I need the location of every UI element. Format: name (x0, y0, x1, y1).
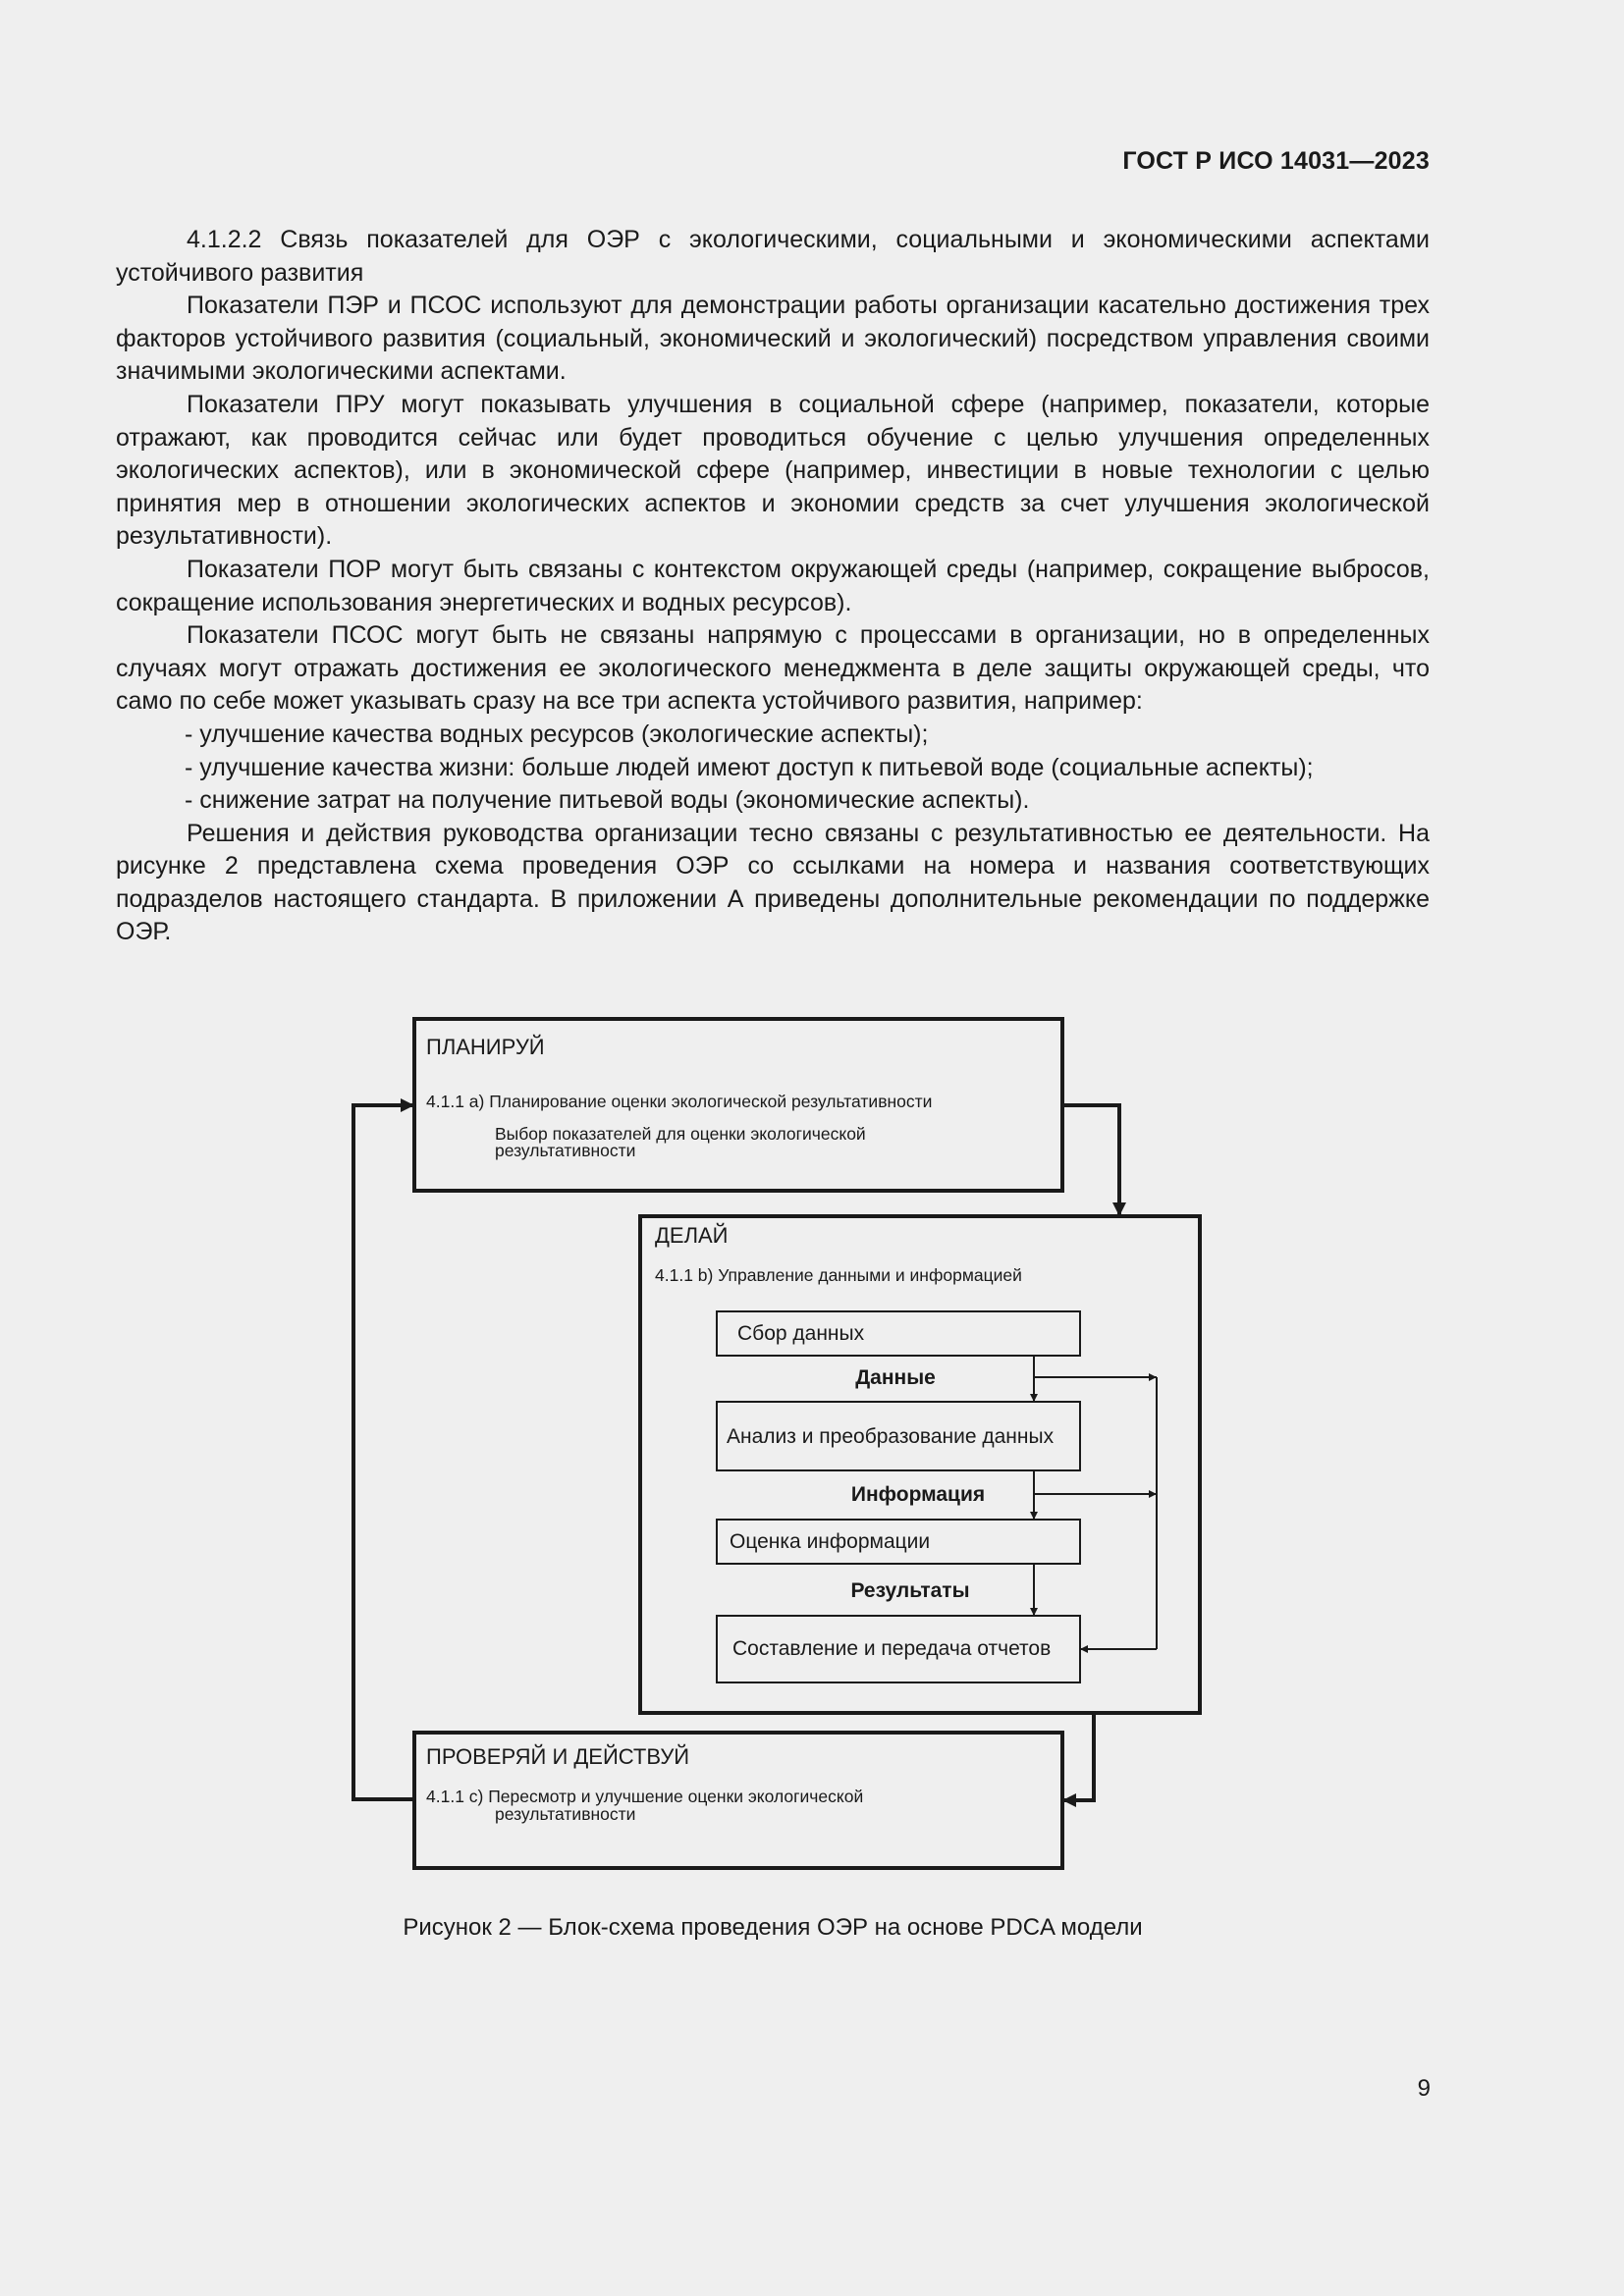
do-subtitle: 4.1.1 b) Управление данными и информацией (655, 1265, 1022, 1285)
plan-title: ПЛАНИРУЙ (426, 1035, 545, 1059)
paragraph: Показатели ПРУ могут показывать улучшения в социальной сфере (например, показатели, которые отражают, как проводится сейчас или будет проводиться обучение с целью улучшения определенных экологических аспектов), или в экономической сфере (например, инвестиции в новые технологии с целью принятия мер в отношении экологических аспектов и экономии средств за счет улучшения экологической результативности). (116, 390, 1430, 551)
page-number: 9 (1417, 2075, 1431, 2102)
list-item: - снижение затрат на получение питьевой воды (экономические аспекты). (185, 786, 1030, 815)
check-act-line1: 4.1.1 с) Пересмотр и улучшение оценки экологической (426, 1787, 864, 1806)
label-results: Результаты (850, 1579, 970, 1602)
paragraph: Показатели ПОР могут быть связаны с контекстом окружающей среды (например, сокращение выбросов, сокращение использования энергетических и водных ресурсов). (116, 555, 1430, 616)
paragraph-section-heading: 4.1.2.2 Связь показателей для ОЭР с экологическими, социальными и экономическими аспектами устойчивого развития (116, 226, 1430, 287)
box-evaluation-label: Оценка информации (730, 1530, 931, 1553)
label-information: Информация (850, 1483, 986, 1506)
paragraph: Показатели ПЭР и ПСОС используют для демонстрации работы организации касательно достижения трех факторов устойчивого развития (социальный, экономический и экологический) посредством управления своими значимыми экологическими аспектами. (116, 292, 1430, 386)
plan-line2: Выбор показателей для оценки экологической (495, 1124, 866, 1144)
arrow-do-to-check (1062, 1713, 1094, 1800)
body-text (116, 224, 1430, 949)
plan-line1: 4.1.1 а) Планирование оценки экологической результативности (426, 1092, 933, 1111)
list-item: - улучшение качества водных ресурсов (экологические аспекты); (185, 720, 929, 748)
check-act-line2: результативности (495, 1804, 636, 1824)
box-data-collection-label: Сбор данных (737, 1322, 865, 1345)
do-title: ДЕЛАЙ (655, 1223, 729, 1248)
box-reporting-label: Составление и передача отчетов (732, 1637, 1052, 1660)
plan-line3: результативности (495, 1141, 636, 1160)
arrow-plan-to-do (1062, 1105, 1119, 1216)
list-item: - улучшение качества жизни: больше людей имеют доступ к питьевой воде (социальные аспекты); (185, 753, 1314, 781)
arrow-check-to-plan (353, 1105, 414, 1799)
document-header: ГОСТ Р ИСО 14031—2023 (1122, 147, 1430, 175)
paragraph-closing: Решения и действия руководства организации тесно связаны с результативностью ее деятельности. На рисунке 2 представлена схема проведения ОЭР со ссылками на номера и названия соответствующих подразделов настоящего стандарта. В приложении А приведены дополнительные рекомендации по поддержке ОЭР. (116, 819, 1430, 946)
paragraph: Показатели ПСОС могут быть не связаны напрямую с процессами в организации, но в определенных случаях могут отражать достижения ее экологического менеджмента в деле защиты окружающей среды, что само по себе может указывать сразу на все три аспекта устойчивого развития, например: (116, 621, 1430, 716)
pdca-flowchart (334, 1011, 1218, 1895)
check-act-title: ПРОВЕРЯЙ И ДЕЙСТВУЙ (426, 1744, 690, 1769)
figure-caption: Рисунок 2 — Блок-схема проведения ОЭР на основе PDCA модели (403, 1914, 1143, 1941)
label-data: Данные (855, 1366, 936, 1389)
box-analysis-label: Анализ и преобразование данных (727, 1425, 1055, 1448)
